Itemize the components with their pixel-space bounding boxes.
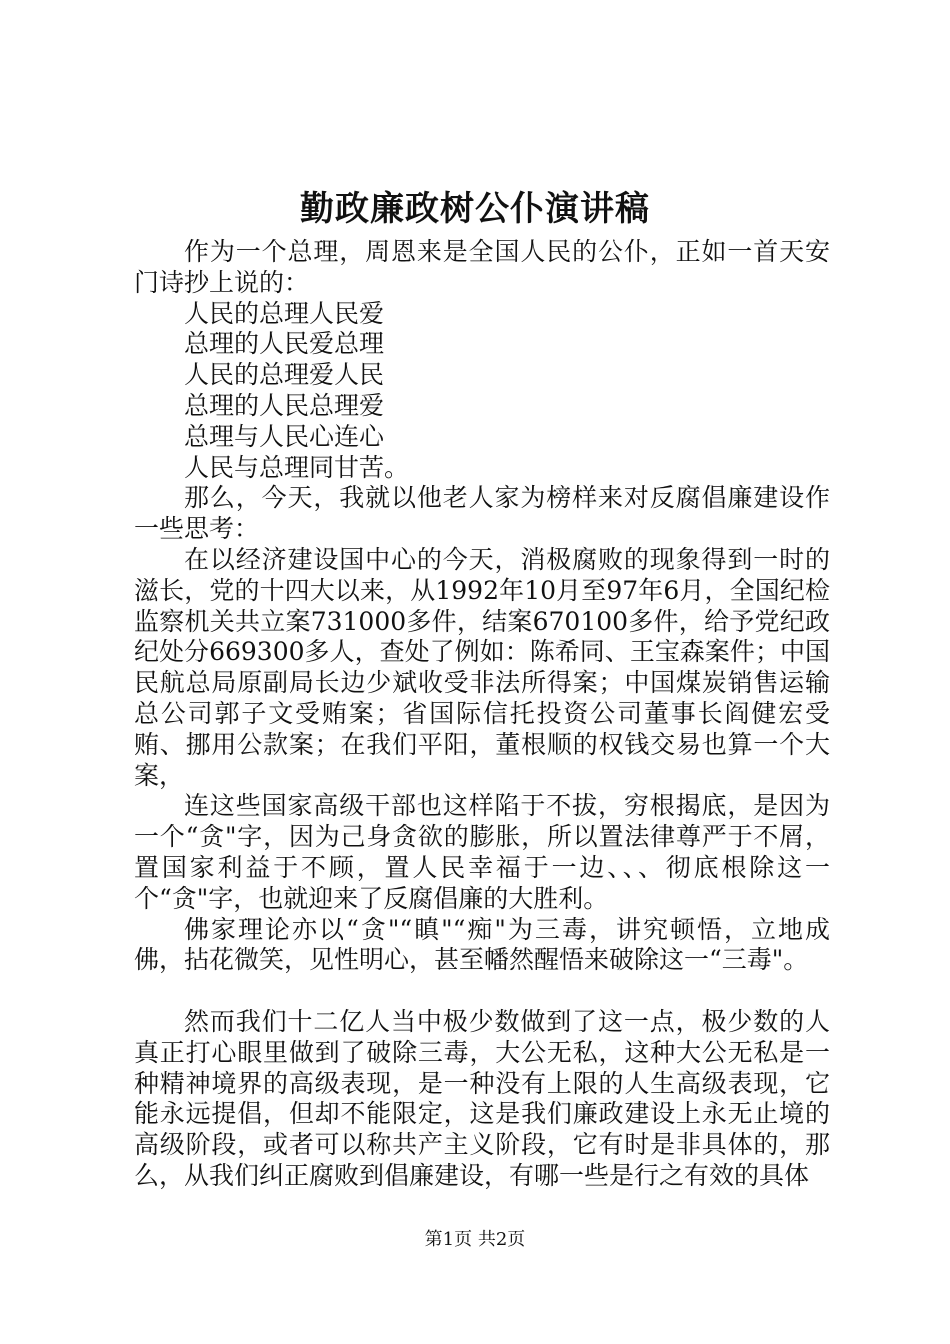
poem-line: 人民的总理人民爱	[184, 298, 385, 328]
document-body	[134, 237, 830, 1192]
body-paragraph: 连这些国家高级干部也这样陷于不拔，穷根揭底，是因为一个“贪"字，因为己身贪欲的膨胀，所以置法律尊严于不屑，置国家利益于不顾，置人民幸福于一边、、、彻底根除这一个“贪"字，也就迎来了反腐倡廉的大胜利。	[134, 791, 830, 913]
body-paragraph: 佛家理论亦以“贪"“瞋"“痴"为三毒，讲究顿悟，立地成佛，拈花微笑，见性明心，甚至幡然醒悟来破除这一“三毒"。	[134, 914, 830, 975]
intro-paragraph: 作为一个总理，周恩来是全国人民的公仆，正如一首天安门诗抄上说的：	[134, 237, 830, 297]
poem	[134, 299, 830, 484]
document-title: 勤政廉政树公仆演讲稿	[300, 189, 650, 229]
body-paragraph: 然而我们十二亿人当中极少数做到了这一点，极少数的人真正打心眼里做到了破除三毒，大公无私，这种大公无私是一种精神境界的高级表现，是一种没有上限的人生高级表现，它能永远提倡，但却不能限定，这是我们廉政建设上永无止境的高级阶段，或者可以称共产主义阶段，它有时是非具体的，那么，从我们纠正腐败到倡廉建设，有哪一些是行之有效的具体	[134, 1006, 830, 1190]
poem-line: 人民与总理同甘苦。	[184, 452, 410, 482]
poem-line: 总理与人民心连心	[184, 421, 385, 451]
poem-line: 人民的总理爱人民	[184, 360, 385, 390]
paragraph-gap	[134, 976, 830, 1007]
body-paragraph: 在以经济建设国中心的今天，消极腐败的现象得到一时的滋长，党的十四大以来，从1992年10月至97年6月，全国纪检监察机关共立案731000多件，结案670100多件，给予党纪政纪处分669300多人，查处了例如：陈希同、王宝森案件；中国民航总局原副局长边少斌收受非法所得案；中国煤炭销售运输总公司郭子文受贿案；省国际信托投资公司董事长阎健宏受贿、挪用公款案；在我们平阳，董根顺的权钱交易也算一个大案，	[134, 544, 830, 790]
poem-line: 总理的人民总理爱	[184, 390, 385, 420]
poem-line: 总理的人民爱总理	[184, 329, 385, 359]
page-footer: 第1页 共2页	[424, 1229, 526, 1250]
body-paragraph: 那么，今天，我就以他老人家为榜样来对反腐倡廉建设作一些思考：	[134, 483, 830, 544]
